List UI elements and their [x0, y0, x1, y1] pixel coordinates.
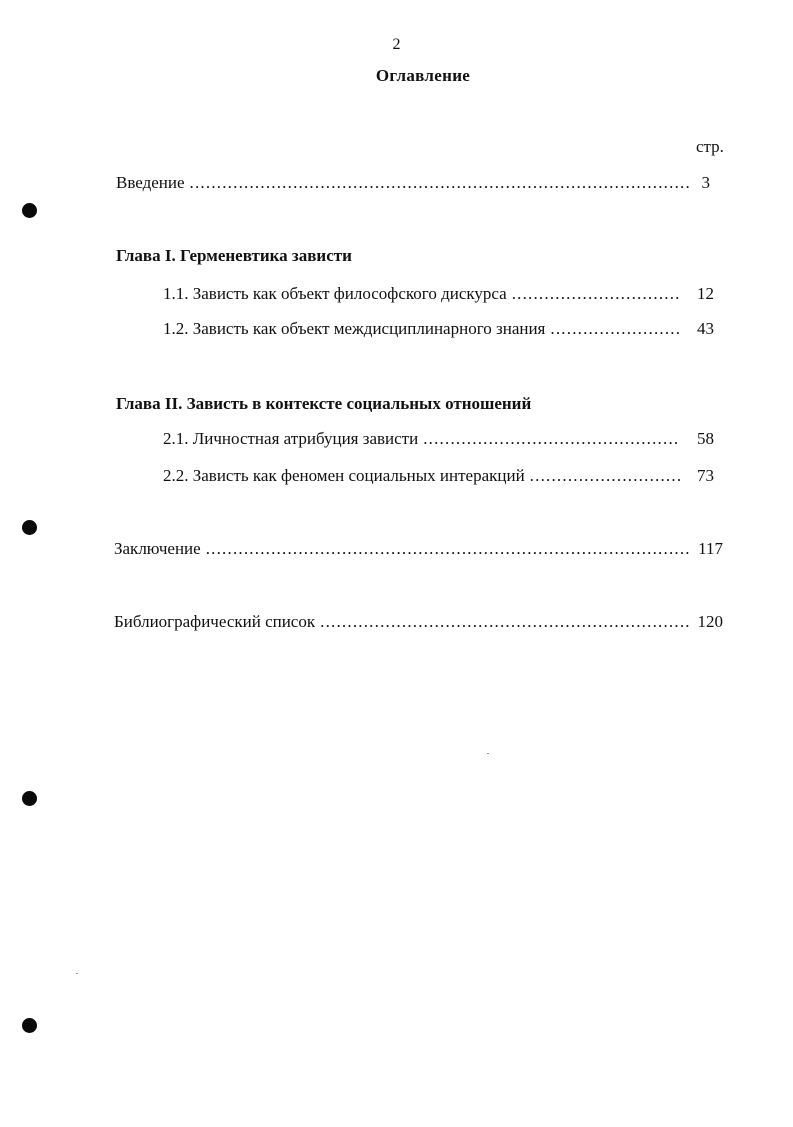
dot-leader: [206, 539, 689, 559]
toc-entry-text: 2.1. Личностная атрибуция зависти: [163, 429, 419, 448]
toc-entry-intro: [116, 173, 710, 193]
toc-title: Оглавление: [375, 66, 471, 85]
toc-entry-page: 58: [697, 429, 714, 448]
toc-chapter-2-title: Глава II. Зависть в контексте социальных отношений: [116, 394, 532, 413]
page-number: 2: [392, 36, 401, 53]
toc-entry-2-2: [163, 466, 714, 486]
toc-entry-text: 1.2. Зависть как объект междисциплинарного знания: [163, 319, 546, 338]
toc-entry-page: 73: [697, 466, 714, 485]
dot-leader: [320, 612, 689, 632]
toc-entry-page: 12: [697, 284, 714, 303]
dot-leader: [190, 173, 690, 193]
toc-entry-text: Заключение: [114, 539, 201, 558]
dot-leader: [512, 284, 680, 304]
dot-leader: [530, 466, 680, 486]
page-column-label: стр.: [696, 137, 724, 156]
toc-entry-conclusion: [114, 539, 723, 559]
toc-entry-text: Введение: [116, 173, 185, 192]
toc-entry-page: 3: [701, 173, 710, 192]
toc-entry-text: Библиографический список: [114, 612, 316, 631]
toc-entry-page: 117: [698, 539, 723, 558]
toc-entry-text: 1.1. Зависть как объект философского дискурса: [163, 284, 507, 303]
toc-entry-text: 2.2. Зависть как феномен социальных интеракций: [163, 466, 525, 485]
scan-speck: [487, 753, 489, 754]
binder-hole-mark: [22, 203, 37, 218]
dot-leader: [550, 319, 680, 339]
toc-chapter-1-title: Глава I. Герменевтика зависти: [116, 246, 352, 265]
scan-speck: [76, 973, 78, 974]
binder-hole-mark: [22, 520, 37, 535]
toc-entry-bibliography: [114, 612, 723, 632]
binder-hole-mark: [22, 791, 37, 806]
toc-entry-1-2: [163, 319, 714, 339]
toc-entry-1-1: [163, 284, 714, 304]
toc-entry-2-1: [163, 429, 714, 449]
dot-leader: [423, 429, 680, 449]
toc-entry-page: 43: [697, 319, 714, 338]
toc-entry-page: 120: [697, 612, 723, 631]
binder-hole-mark: [22, 1018, 37, 1033]
